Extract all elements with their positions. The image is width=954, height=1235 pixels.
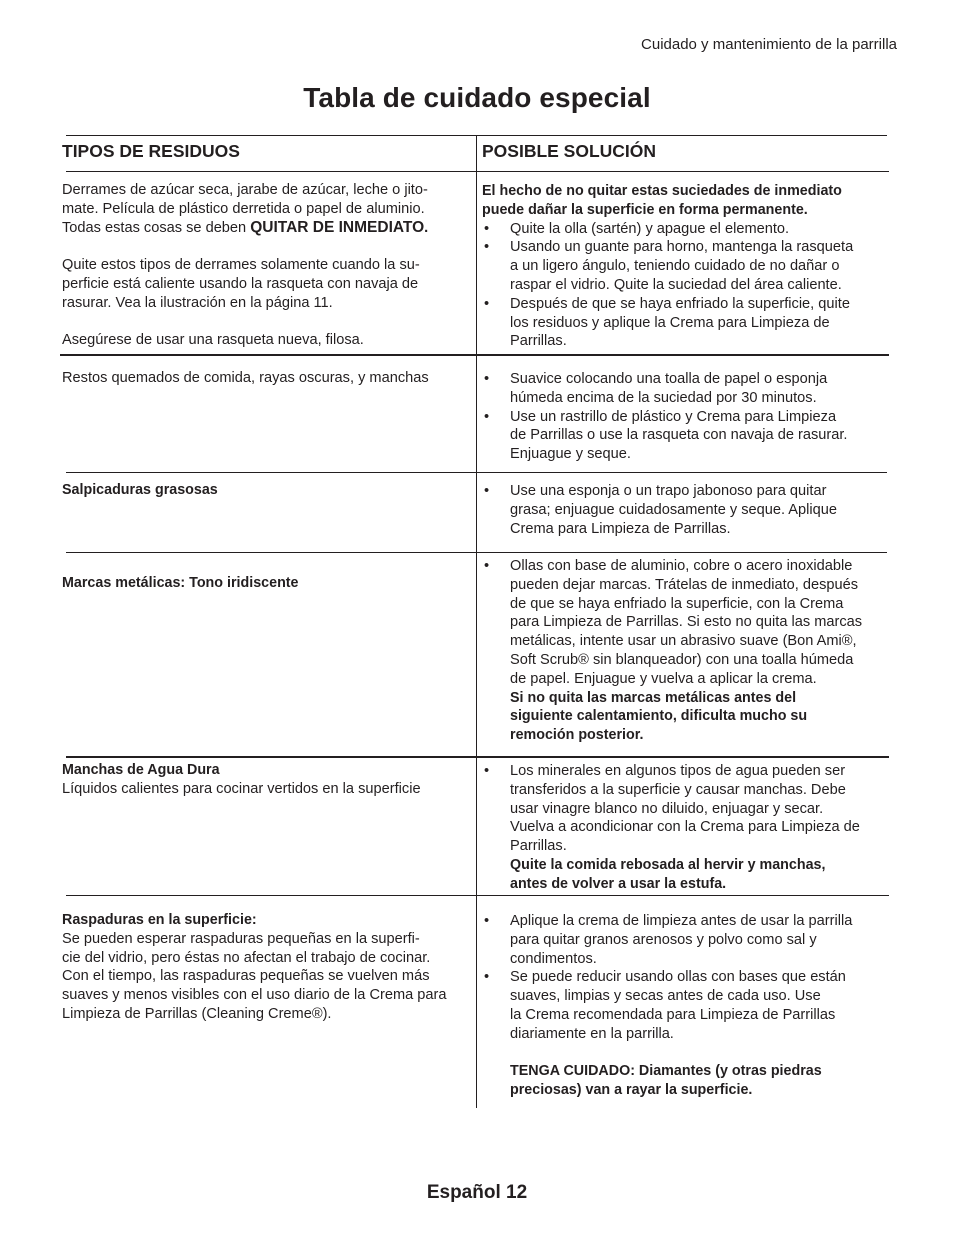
text-line: Vuelva a acondicionar con la Crema para Limpieza de xyxy=(510,819,860,836)
text-line: remoción posterior. xyxy=(510,727,644,744)
text-line: mate. Película de plástico derretida o papel de aluminio. xyxy=(62,200,425,217)
list-item xyxy=(482,762,892,856)
row1-paragraph-2 xyxy=(62,256,472,312)
solution-list xyxy=(482,762,892,856)
row5-solution-cell xyxy=(482,762,892,894)
list-item xyxy=(482,370,892,408)
row-rule-4 xyxy=(66,756,889,758)
text-line: Parrillas. xyxy=(510,333,567,350)
text-line: Quite estos tipos de derrames solamente cuando la su- xyxy=(62,257,420,274)
text-line: Ollas con base de aluminio, cobre o acero inoxidable xyxy=(510,558,853,574)
text-line: grasa; enjuague cuidadosamente y seque. Aplique xyxy=(510,501,837,518)
text-line: Se puede reducir usando ollas con bases que están xyxy=(510,969,846,986)
residue-title: Marcas metálicas: Tono iridiscente xyxy=(62,575,299,591)
text-line: puede dañar la superficie en forma permanente. xyxy=(482,201,808,218)
list-item xyxy=(482,295,892,351)
list-item xyxy=(482,238,892,294)
text-line: Si no quita las marcas metálicas antes del xyxy=(510,689,797,706)
text-line: Crema para Limpieza de Parrillas. xyxy=(510,520,731,537)
text-line: para Limpieza de Parrillas. Si esto no quita las marcas xyxy=(510,614,863,631)
text-line: TENGA CUIDADO: Diamantes (y otras piedras xyxy=(510,1063,822,1080)
text-line: de Parrillas o use la rasqueta con navaja de rasurar. xyxy=(510,427,848,444)
column-header-solution: POSIBLE SOLUCIÓN xyxy=(482,141,657,161)
text-line: Limpieza de Parrillas (Cleaning Creme®). xyxy=(62,1005,332,1022)
text-line: Con el tiempo, las raspaduras pequeñas se vuelven más xyxy=(62,968,430,985)
text-line: Los minerales en algunos tipos de agua pueden ser xyxy=(510,763,846,779)
text-run: . xyxy=(424,219,429,236)
text-line: rasurar. Vea la ilustración en la página 11. xyxy=(62,294,333,311)
text-line: antes de volver a usar la estufa. xyxy=(510,875,727,892)
residue-text: Restos quemados de comida, rayas oscuras, y manchas xyxy=(62,370,429,386)
text-line: condimentos. xyxy=(510,950,597,967)
solution-list xyxy=(482,370,892,464)
text-line: siguiente calentamiento, dificulta mucho su xyxy=(510,708,808,725)
text-line: Use un rastrillo de plástico y Crema para Limpieza xyxy=(510,408,837,425)
text-line: Aplique la crema de limpieza antes de usar la parrilla xyxy=(510,913,853,929)
row4-solution-cell xyxy=(482,557,892,745)
header-rule xyxy=(66,171,889,172)
text-line: diariamente en la parrilla. xyxy=(510,1025,674,1042)
text-line: raspar el vidrio. Quite la suciedad del área caliente. xyxy=(510,276,842,293)
text-line: metálicas, intente usar un abrasivo suave (Bon Ami®, xyxy=(510,633,857,650)
list-item xyxy=(482,482,892,538)
text-line: de que se haya enfriado la superficie, con la Crema xyxy=(510,595,844,612)
text-line: Use una esponja o un trapo jabonoso para quitar xyxy=(510,483,827,499)
list-item xyxy=(482,220,892,239)
emphasis-text: QUITAR DE INMEDIATO xyxy=(250,218,425,236)
warning-text xyxy=(482,689,892,745)
solution-list xyxy=(482,482,892,538)
list-item xyxy=(482,912,892,968)
row1-residue-cell xyxy=(62,181,472,350)
text-line: Derrames de azúcar seca, jarabe de azúcar, leche o jito- xyxy=(62,182,428,198)
row6-residue-cell xyxy=(62,911,476,1024)
row-rule-1 xyxy=(60,354,889,356)
text-line: suaves, limpias y secas antes de cada uso. Use xyxy=(510,988,821,1005)
row3-residue-cell xyxy=(62,481,472,500)
row1-solution-cell xyxy=(482,182,892,351)
column-divider xyxy=(476,135,477,1108)
row1-paragraph-1 xyxy=(62,181,472,237)
text-line: suaves y menos visibles con el uso diario de la Crema para xyxy=(62,987,447,1004)
text-line: para quitar granos arenosos y polvo como sal y xyxy=(510,931,817,948)
warning-text xyxy=(482,1062,892,1100)
text-line: perficie está caliente usando la rasqueta con navaja de xyxy=(62,275,419,292)
text-line: usar vinagre blanco no diluido, enjuagar y secar. xyxy=(510,800,824,817)
residue-title: Raspaduras en la superficie: xyxy=(62,912,257,928)
residue-text xyxy=(62,930,476,1024)
text-line: Enjuague y seque. xyxy=(510,446,631,463)
page-number: Español 12 xyxy=(426,1182,528,1203)
residue-title: Manchas de Agua Dura xyxy=(62,762,220,778)
text-line: Después de que se haya enfriado la superficie, quite xyxy=(510,295,850,312)
text-line: El hecho de no quitar estas suciedades de inmediato xyxy=(482,183,842,199)
text-line: Usando un guante para horno, mantenga la rasqueta xyxy=(510,239,854,256)
warning-text xyxy=(482,856,892,894)
solution-list xyxy=(482,557,892,689)
row6-solution-cell xyxy=(482,912,892,1100)
list-item xyxy=(482,408,892,464)
list-item xyxy=(482,968,892,1043)
text-line: los residuos y aplique la Crema para Limpieza de xyxy=(510,314,830,331)
text-line: a un ligero ángulo, teniendo cuidado de no dañar o xyxy=(510,258,840,275)
residue-text: Líquidos calientes para cocinar vertidos en la superficie xyxy=(62,780,421,797)
text-line: cie del vidrio, pero éstas no afectan el trabajo de cocinar. xyxy=(62,949,431,966)
column-header-residue-type: TIPOS DE RESIDUOS xyxy=(62,141,240,161)
text-line: Se pueden esperar raspaduras pequeñas en la superfi- xyxy=(62,930,420,947)
warning-text xyxy=(482,182,892,220)
solution-list xyxy=(482,912,892,1044)
text-line: Suavice colocando una toalla de papel o esponja xyxy=(510,371,828,387)
text-line: Quite la comida rebosada al hervir y manchas, xyxy=(510,856,826,873)
text-line: Parrillas. xyxy=(510,838,567,855)
text-line: transferidos a la superficie y causar manchas. Debe xyxy=(510,781,846,798)
row4-residue-cell xyxy=(62,574,472,593)
row-rule-5 xyxy=(66,895,889,896)
row3-solution-cell xyxy=(482,482,892,538)
text-line: húmeda encima de la suciedad por 30 minutos. xyxy=(510,389,817,406)
text-line: Soft Scrub® sin blanqueador) con una toalla húmeda xyxy=(510,651,854,668)
text-line: la Crema recomendada para Limpieza de Parrillas xyxy=(510,1006,836,1023)
page-title: Tabla de cuidado especial xyxy=(303,82,651,113)
row2-solution-cell xyxy=(482,370,892,464)
text-line: pueden dejar marcas. Trátelas de inmediato, después xyxy=(510,576,859,593)
list-item xyxy=(482,557,892,689)
row5-residue-cell xyxy=(62,761,472,799)
residue-title: Salpicaduras grasosas xyxy=(62,482,218,498)
text-line: Quite la olla (sartén) y apague el elemento. xyxy=(510,220,790,237)
text-line: preciosas) van a rayar la superficie. xyxy=(510,1082,753,1099)
row2-residue-cell xyxy=(62,369,472,388)
row1-paragraph-3: Asegúrese de usar una rasqueta nueva, filosa. xyxy=(62,332,364,349)
solution-list xyxy=(482,220,892,352)
text-run: Todas estas cosas se deben xyxy=(62,219,251,236)
running-header: Cuidado y mantenimiento de la parrilla xyxy=(641,36,897,53)
text-line: de papel. Enjuague y vuelva a aplicar la crema. xyxy=(510,670,817,687)
